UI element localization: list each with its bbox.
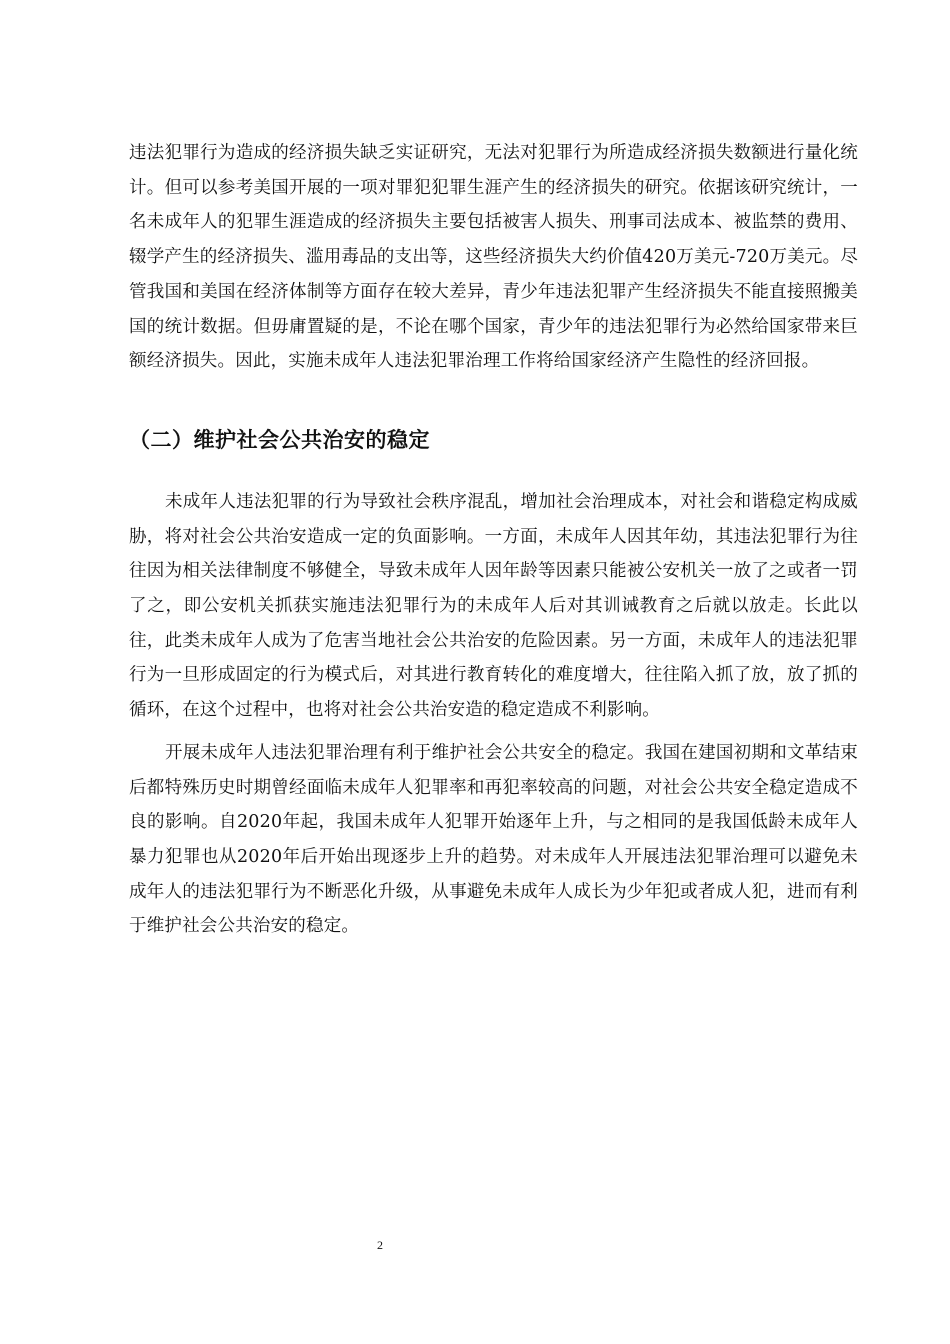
page-number: 2 <box>377 1238 383 1252</box>
page-body <box>129 136 858 944</box>
body-paragraph: 违法犯罪行为造成的经济损失缺乏实证研究，无法对犯罪行为所造成经济损失数额进行量化统计。但可以参考美国开展的一项对罪犯犯罪生涯产生的经济损失的研究。依据该研究统计，一名未成年人的犯罪生涯造成的经济损失主要包括被害人损失、刑事司法成本、被监禁的费用、辍学产生的经济损失、滥用毒品的支出等，这些经济损失大约价值420万美元-720万美元。尽管我国和美国在经济体制等方面存在较大差异，青少年违法犯罪产生经济损失不能直接照搬美国的统计数据。但毋庸置疑的是，不论在哪个国家，青少年的违法犯罪行为必然给国家带来巨额经济损失。因此，实施未成年人违法犯罪治理工作将给国家经济产生隐性的经济回报。 <box>129 143 859 372</box>
body-paragraph: 未成年人违法犯罪的行为导致社会秩序混乱，增加社会治理成本，对社会和谐稳定构成威胁，将对社会公共治安造成一定的负面影响。一方面，未成年人因其年幼，其违法犯罪行为往往因为相关法律制度不够健全，导致未成年人因年龄等因素只能被公安机关一放了之或者一罚了之，即公安机关抓获实施违法犯罪行为的未成年人后对其训诫教育之后就以放走。长此以往，此类未成年人成为了危害当地社会公共治安的危险因素。另一方面，未成年人的违法犯罪行为一旦形成固定的行为模式后，对其进行教育转化的难度增大，往往陷入抓了放，放了抓的循环，在这个过程中，也将对社会公共治安造的稳定造成不利影响。 <box>129 491 858 721</box>
body-paragraph: 开展未成年人违法犯罪治理有利于维护社会公共安全的稳定。我国在建国初期和文革结束后都特殊历史时期曾经面临未成年人犯罪率和再犯率较高的问题，对社会公共安全稳定造成不良的影响。自2020年起，我国未成年人犯罪开始逐年上升，与之相同的是我国低龄未成年人暴力犯罪也从2020年后开始出现逐步上升的趋势。对未成年人开展违法犯罪治理可以避免未成年人的违法犯罪行为不断恶化升级，从事避免未成年人成长为少年犯或者成人犯，进而有利于维护社会公共治安的稳定。 <box>129 742 858 937</box>
section-heading: （二）维护社会公共治安的稳定 <box>129 427 430 452</box>
